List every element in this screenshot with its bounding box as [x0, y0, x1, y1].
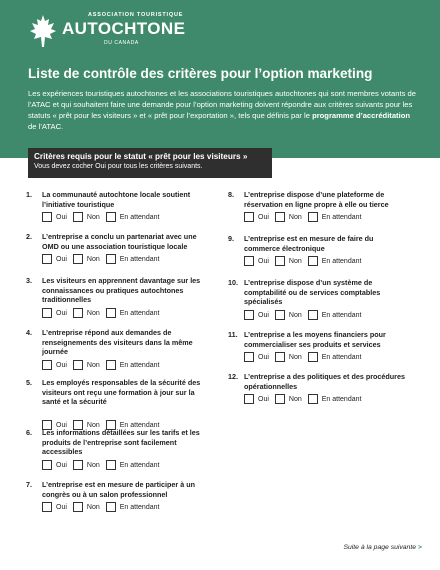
- option-label: Oui: [56, 421, 67, 429]
- answer-options: [42, 460, 165, 470]
- checkbox-oui-option[interactable]: [42, 460, 67, 470]
- option-label: Non: [288, 311, 302, 319]
- checkbox-non-option[interactable]: [275, 352, 302, 362]
- option-label: En attendant: [321, 353, 362, 361]
- checkbox-non[interactable]: [73, 360, 83, 370]
- checkbox-oui-option[interactable]: [244, 310, 269, 320]
- checkbox-en-attendant[interactable]: [308, 352, 318, 362]
- option-label: Non: [288, 257, 302, 265]
- checkbox-oui[interactable]: [244, 310, 254, 320]
- checkbox-oui-option[interactable]: [244, 352, 269, 362]
- requirements-subtitle: Vous devez cocher Oui pour tous les critères suivants.: [34, 163, 203, 170]
- checkbox-non-option[interactable]: [73, 460, 100, 470]
- criterion-text: La communauté autochtone locale soutient l’initiative touristique: [42, 190, 191, 209]
- accreditation-program-link: programme d’accréditation: [312, 111, 410, 120]
- checkbox-en-attendant[interactable]: [308, 310, 318, 320]
- page-title: Liste de contrôle des critères pour l’option marketing: [28, 66, 373, 81]
- option-label: Oui: [56, 361, 67, 369]
- criterion-number: 9.: [228, 234, 234, 243]
- answer-options: [42, 360, 165, 370]
- checkbox-non-option[interactable]: [275, 212, 302, 222]
- checkbox-non-option[interactable]: [73, 254, 100, 264]
- checkbox-en-attendant-option[interactable]: [308, 212, 362, 222]
- criterion-text: L’entreprise a les moyens financiers pour commercialiser ses produits et services: [244, 330, 386, 349]
- option-label: En attendant: [119, 309, 160, 317]
- checkbox-oui[interactable]: [42, 502, 52, 512]
- criterion-number: 8.: [228, 190, 234, 199]
- checkbox-en-attendant[interactable]: [106, 308, 116, 318]
- option-label: En attendant: [119, 361, 160, 369]
- checkbox-en-attendant-option[interactable]: [106, 460, 160, 470]
- option-label: Non: [288, 395, 302, 403]
- checkbox-non[interactable]: [275, 394, 285, 404]
- option-label: Oui: [56, 309, 67, 317]
- checkbox-oui[interactable]: [244, 352, 254, 362]
- checkbox-oui-option[interactable]: [42, 502, 67, 512]
- criterion-number: 4.: [26, 328, 32, 337]
- answer-options: [244, 256, 367, 266]
- checkbox-en-attendant[interactable]: [308, 256, 318, 266]
- answer-options: [42, 502, 165, 512]
- intro-text-2: de l’ATAC.: [28, 122, 64, 131]
- option-label: Oui: [258, 311, 269, 319]
- checkbox-en-attendant-option[interactable]: [106, 502, 160, 512]
- checkbox-en-attendant[interactable]: [308, 212, 318, 222]
- checkbox-non[interactable]: [275, 212, 285, 222]
- option-label: En attendant: [119, 213, 160, 221]
- checkbox-oui[interactable]: [42, 460, 52, 470]
- checkbox-oui[interactable]: [42, 212, 52, 222]
- checkbox-en-attendant[interactable]: [106, 212, 116, 222]
- checkbox-non[interactable]: [275, 256, 285, 266]
- criterion-number: 1.: [26, 190, 32, 199]
- option-label: Oui: [258, 213, 269, 221]
- criterion-text: Les employés responsables de la sécurité des visiteurs ont reçu une formation à jour sur la santé et la sécurité: [42, 378, 201, 407]
- option-label: Non: [86, 503, 100, 511]
- checkbox-oui[interactable]: [42, 308, 52, 318]
- option-label: En attendant: [119, 503, 160, 511]
- checkbox-non[interactable]: [275, 310, 285, 320]
- option-label: Oui: [56, 503, 67, 511]
- checkbox-non[interactable]: [73, 308, 83, 318]
- checkbox-en-attendant[interactable]: [308, 394, 318, 404]
- criterion-text: L’entreprise est en mesure de participer à un congrès ou à un salon professionnel: [42, 480, 195, 499]
- option-label: En attendant: [321, 311, 362, 319]
- intro-paragraph: [28, 88, 420, 132]
- criterion-number: 5.: [26, 378, 32, 387]
- checkbox-en-attendant-option[interactable]: [308, 352, 362, 362]
- criterion-text: L’entreprise répond aux demandes de renseignements des visiteurs dans la même journée: [42, 328, 193, 357]
- checkbox-non-option[interactable]: [73, 308, 100, 318]
- checkbox-non[interactable]: [73, 254, 83, 264]
- checkbox-oui-option[interactable]: [42, 212, 67, 222]
- checkbox-non[interactable]: [73, 460, 83, 470]
- option-label: En attendant: [119, 461, 160, 469]
- chevron-right-icon: >: [418, 544, 422, 551]
- checkbox-oui-option[interactable]: [244, 394, 269, 404]
- checkbox-en-attendant-option[interactable]: [106, 308, 160, 318]
- next-page-note: [343, 544, 422, 551]
- checkbox-non[interactable]: [73, 212, 83, 222]
- answer-options: [244, 310, 367, 320]
- checkbox-non[interactable]: [73, 502, 83, 512]
- option-label: Non: [86, 421, 100, 429]
- answer-options: [244, 212, 367, 222]
- checkbox-en-attendant[interactable]: [106, 502, 116, 512]
- criterion-number: 6.: [26, 428, 32, 437]
- logo-top-text: ASSOCIATION TOURISTIQUE: [88, 12, 184, 18]
- answer-options: [42, 254, 165, 264]
- checkbox-oui[interactable]: [42, 360, 52, 370]
- checkbox-non-option[interactable]: [73, 502, 100, 512]
- option-label: Oui: [56, 255, 67, 263]
- checkbox-en-attendant-option[interactable]: [106, 360, 160, 370]
- checkbox-oui[interactable]: [42, 254, 52, 264]
- logo-bottom-text: DU CANADA: [104, 40, 139, 46]
- checkbox-en-attendant-option[interactable]: [308, 256, 362, 266]
- option-label: Non: [288, 353, 302, 361]
- next-page-text: Suite à la page suivante: [343, 544, 417, 551]
- option-label: En attendant: [321, 395, 362, 403]
- checkbox-oui-option[interactable]: [244, 256, 269, 266]
- option-label: En attendant: [321, 257, 362, 265]
- option-label: Oui: [56, 213, 67, 221]
- criterion-number: 2.: [26, 232, 32, 241]
- criterion-text: L’entreprise a conclu un partenariat avec une OMD ou une association touristique locale: [42, 232, 197, 251]
- checkbox-non-option[interactable]: [73, 360, 100, 370]
- checkbox-en-attendant[interactable]: [106, 254, 116, 264]
- maple-leaf-icon: [28, 14, 58, 48]
- answer-options: [42, 308, 165, 318]
- option-label: En attendant: [119, 421, 160, 429]
- requirements-title: Critères requis pour le statut « prêt pour les visiteurs »: [34, 152, 248, 161]
- option-label: Non: [86, 213, 100, 221]
- option-label: Oui: [56, 461, 67, 469]
- option-label: Non: [86, 309, 100, 317]
- option-label: Non: [86, 361, 100, 369]
- checkbox-non-option[interactable]: [275, 256, 302, 266]
- option-label: Oui: [258, 395, 269, 403]
- option-label: Non: [288, 213, 302, 221]
- checkbox-en-attendant[interactable]: [106, 360, 116, 370]
- intro-text-1: Les expériences touristiques autochtones et les associations touristiques autochtones qui sont membres votants de l’ATAC et qui souhaitent faire une demande pour l’option marketing doivent répondre aux critères suivants pour les statuts « prêt pour les visiteurs » et « prêt pour l’exportation », tels que définis par le: [28, 89, 416, 120]
- option-label: En attendant: [119, 255, 160, 263]
- checkbox-en-attendant[interactable]: [106, 460, 116, 470]
- criterion-text: L’entreprise a des politiques et des procédures opérationnelles: [244, 372, 405, 391]
- option-label: Oui: [258, 257, 269, 265]
- criterion-text: Les informations détaillées sur les tarifs et les produits de l’entreprise sont facilement accessibles: [42, 428, 200, 457]
- checkbox-en-attendant-option[interactable]: [106, 254, 160, 264]
- checkbox-non[interactable]: [275, 352, 285, 362]
- checkbox-oui-option[interactable]: [42, 254, 67, 264]
- checkbox-en-attendant-option[interactable]: [308, 394, 362, 404]
- answer-options: [244, 394, 367, 404]
- answer-options: [244, 352, 367, 362]
- checkbox-oui-option[interactable]: [42, 308, 67, 318]
- criterion-number: 12.: [228, 372, 238, 381]
- checkbox-en-attendant-option[interactable]: [106, 212, 160, 222]
- requirements-box: [28, 148, 272, 178]
- criterion-text: L’entreprise dispose d’une plateforme de réservation en ligne propre à elle ou tierce: [244, 190, 389, 209]
- criterion-number: 3.: [26, 276, 32, 285]
- checkbox-en-attendant-option[interactable]: [308, 310, 362, 320]
- atac-logo: [28, 10, 186, 52]
- criterion-number: 7.: [26, 480, 32, 489]
- header-band: [0, 0, 440, 158]
- answer-options: [42, 212, 165, 222]
- checkbox-oui[interactable]: [244, 394, 254, 404]
- logo-main-text: AUTOCHTONE: [62, 19, 186, 38]
- option-label: En attendant: [321, 213, 362, 221]
- checkbox-non-option[interactable]: [275, 310, 302, 320]
- option-label: Oui: [258, 353, 269, 361]
- criterion-number: 11.: [228, 330, 238, 339]
- criterion-text: L’entreprise dispose d’un système de comptabilité ou de services comptables spécialisés: [244, 278, 381, 307]
- option-label: Non: [86, 255, 100, 263]
- checkbox-oui[interactable]: [244, 212, 254, 222]
- checkbox-non-option[interactable]: [275, 394, 302, 404]
- checkbox-non-option[interactable]: [73, 212, 100, 222]
- checkbox-oui-option[interactable]: [42, 360, 67, 370]
- criterion-text: Les visiteurs en apprennent davantage sur les connaissances ou pratiques autochtones traditionnelles: [42, 276, 201, 305]
- checkbox-oui-option[interactable]: [244, 212, 269, 222]
- option-label: Non: [86, 461, 100, 469]
- criterion-text: L’entreprise est en mesure de faire du commerce électronique: [244, 234, 374, 253]
- checkbox-oui[interactable]: [244, 256, 254, 266]
- criterion-number: 10.: [228, 278, 238, 287]
